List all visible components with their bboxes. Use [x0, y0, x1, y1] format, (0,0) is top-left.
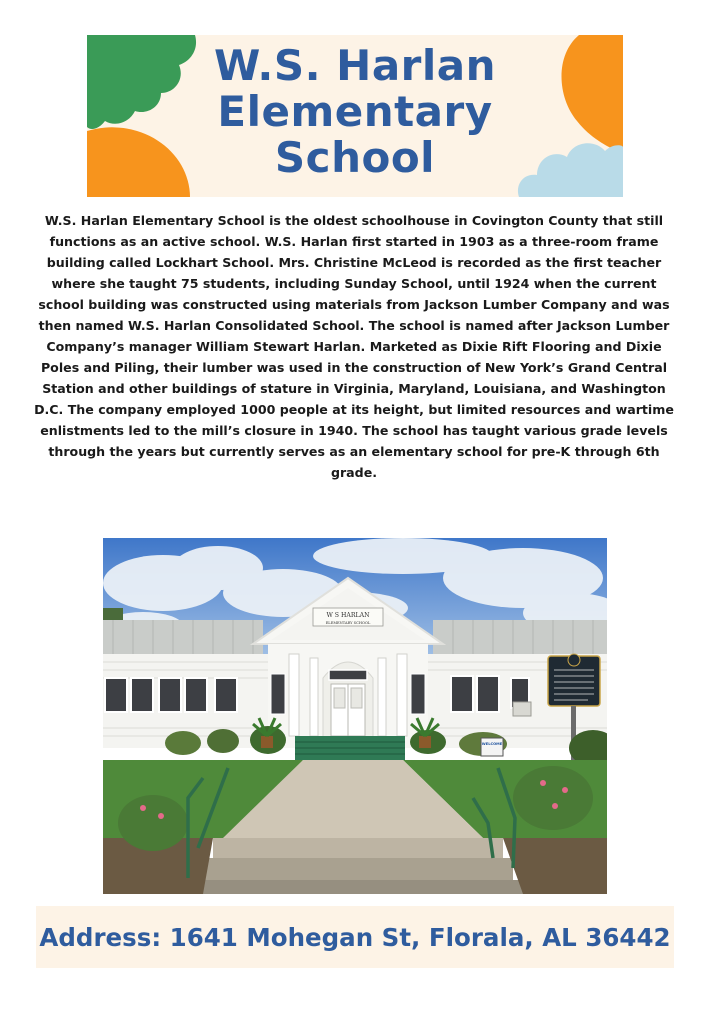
ac-unit: [513, 702, 531, 716]
title-line-3: School: [274, 133, 436, 182]
school-building-illustration: [103, 538, 607, 894]
address-box: [36, 906, 674, 968]
left-windows: [105, 678, 237, 712]
welcome-sign: [481, 738, 503, 756]
left-roof: [103, 620, 263, 654]
school-name-sign-line1: W S HARLAN: [326, 612, 370, 619]
title-line-2: Elementary: [217, 87, 493, 136]
welcome-sign-text: WELCOME: [481, 742, 503, 746]
front-walk-steps: [213, 838, 503, 858]
right-roof: [433, 620, 607, 654]
header-banner: [87, 35, 623, 197]
school-name-sign-line2: ELEMENTARY SCHOOL: [325, 621, 371, 625]
school-photo: [103, 538, 607, 894]
transom-window: [329, 670, 367, 680]
title-line-1: W.S. Harlan: [213, 41, 497, 90]
description-paragraph: W.S. Harlan Elementary School is the oldest schoolhouse in Covington County that still functions as an active school. W.S. Harlan first started in 1903 as a three-room frame building called Lockhart School. Mrs. Christine McLeod is recorded as the first teacher where she taught 75 students, including Sunday School, until 1924 when the current school building was constructed using materials from Jackson Lumber Company and was then named W.S. Harlan Consolidated School. The school is named after Jackson Lumber Company’s manager William Stewart Harlan. Marketed as Dixie Rift Flooring and Dixie Poles and Piling, their lumber was used in the construction of New York’s Grand Central Station and other buildings of stature in Virginia, Maryland, Louisiana, and Washington D.C. The company employed 1000 people at its height, but limited resources and wartime enlistments led to the mill’s closure in 1940. The school has taught various grade levels through the years but currently serves as an elementary school for pre-K through 6th grade.: [34, 213, 674, 480]
page-title: [87, 43, 623, 181]
address-text: Address: 1641 Mohegan St, Florala, AL 36442: [39, 922, 671, 952]
